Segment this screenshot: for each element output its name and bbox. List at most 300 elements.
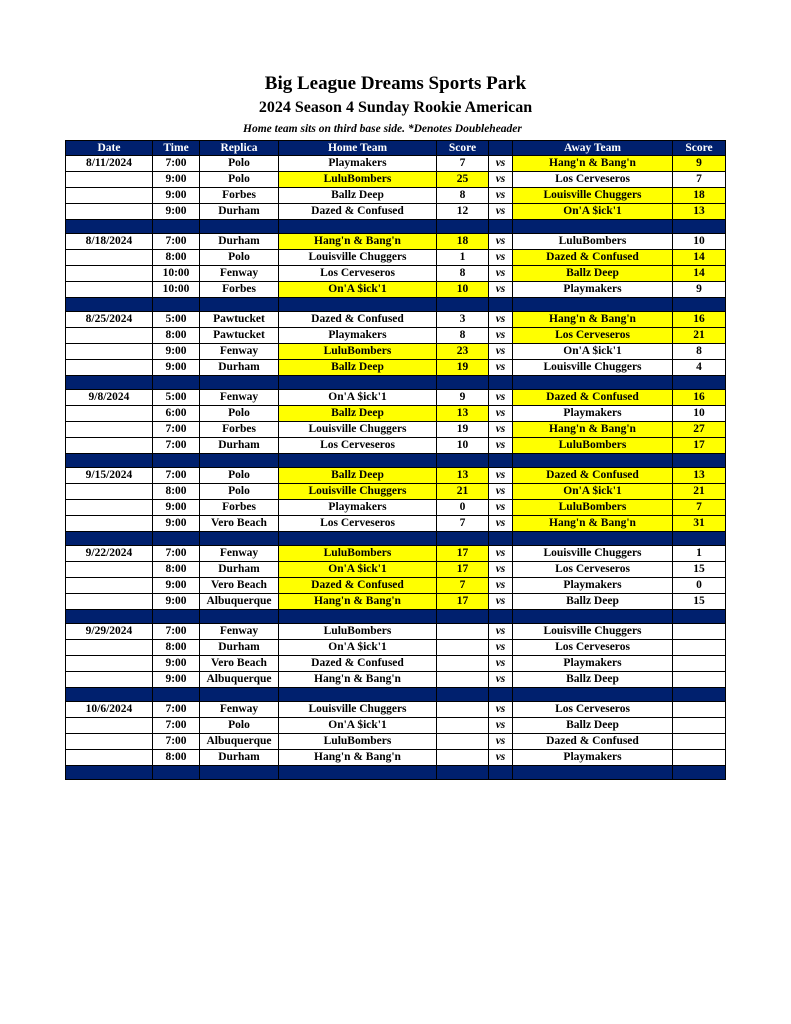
separator-cell [153, 454, 200, 468]
away-score: 7 [673, 172, 726, 188]
separator-cell [673, 766, 726, 780]
separator-cell [200, 220, 279, 234]
away-score: 15 [673, 594, 726, 610]
separator-cell [513, 376, 673, 390]
week-separator [66, 376, 726, 390]
away-team: Los Cerveseros [513, 640, 673, 656]
home-team: Louisville Chuggers [279, 422, 437, 438]
game-field: Durham [200, 438, 279, 454]
game-row [66, 468, 726, 484]
game-row [66, 750, 726, 766]
separator-cell [153, 766, 200, 780]
game-date: 8/18/2024 [66, 234, 153, 250]
separator-cell [489, 454, 513, 468]
vs-label: vs [489, 282, 513, 298]
home-score: 7 [437, 156, 489, 172]
game-field: Forbes [200, 282, 279, 298]
game-date [66, 750, 153, 766]
separator-cell [513, 610, 673, 624]
game-time: 7:00 [153, 156, 200, 172]
table-header-row [66, 141, 726, 156]
home-score: 7 [437, 578, 489, 594]
away-team: Dazed & Confused [513, 734, 673, 750]
away-score: 9 [673, 156, 726, 172]
away-team: Dazed & Confused [513, 390, 673, 406]
away-team: Louisville Chuggers [513, 546, 673, 562]
week-separator [66, 220, 726, 234]
game-time: 9:00 [153, 360, 200, 376]
game-row [66, 656, 726, 672]
away-team: On'A $ick'1 [513, 204, 673, 220]
home-score: 12 [437, 204, 489, 220]
game-row [66, 234, 726, 250]
home-score: 21 [437, 484, 489, 500]
game-date: 10/6/2024 [66, 702, 153, 718]
home-team: Dazed & Confused [279, 578, 437, 594]
game-row [66, 702, 726, 718]
separator-cell [153, 688, 200, 702]
home-team: On'A $ick'1 [279, 390, 437, 406]
col-header-home-team: Home Team [279, 141, 437, 156]
vs-label: vs [489, 204, 513, 220]
home-team: Hang'n & Bang'n [279, 594, 437, 610]
game-date [66, 406, 153, 422]
separator-cell [153, 532, 200, 546]
home-score [437, 750, 489, 766]
away-score [673, 640, 726, 656]
game-row [66, 640, 726, 656]
game-time: 7:00 [153, 438, 200, 454]
game-date [66, 594, 153, 610]
game-field: Polo [200, 250, 279, 266]
home-score: 13 [437, 406, 489, 422]
game-time: 7:00 [153, 234, 200, 250]
game-row [66, 266, 726, 282]
separator-cell [513, 532, 673, 546]
separator-cell [279, 688, 437, 702]
away-score: 13 [673, 204, 726, 220]
game-field: Fenway [200, 344, 279, 360]
away-team: Ballz Deep [513, 718, 673, 734]
home-team: Dazed & Confused [279, 312, 437, 328]
separator-cell [673, 532, 726, 546]
away-team: Playmakers [513, 282, 673, 298]
game-row [66, 672, 726, 688]
game-row [66, 594, 726, 610]
game-time: 7:00 [153, 734, 200, 750]
separator-cell [200, 610, 279, 624]
separator-cell [513, 220, 673, 234]
game-time: 5:00 [153, 390, 200, 406]
away-team: Louisville Chuggers [513, 188, 673, 204]
game-field: Albuquerque [200, 672, 279, 688]
week-separator [66, 610, 726, 624]
game-date [66, 484, 153, 500]
week-separator [66, 532, 726, 546]
away-score: 27 [673, 422, 726, 438]
game-date: 8/11/2024 [66, 156, 153, 172]
home-score [437, 702, 489, 718]
separator-cell [489, 532, 513, 546]
home-score [437, 624, 489, 640]
vs-label: vs [489, 422, 513, 438]
separator-cell [673, 376, 726, 390]
separator-cell [673, 454, 726, 468]
game-row [66, 484, 726, 500]
separator-cell [673, 298, 726, 312]
away-team: Hang'n & Bang'n [513, 156, 673, 172]
away-score: 8 [673, 344, 726, 360]
game-time: 9:00 [153, 656, 200, 672]
vs-label: vs [489, 266, 513, 282]
separator-cell [489, 610, 513, 624]
home-score [437, 640, 489, 656]
separator-cell [66, 220, 153, 234]
away-score: 10 [673, 406, 726, 422]
away-score: 0 [673, 578, 726, 594]
separator-cell [437, 532, 489, 546]
separator-cell [489, 298, 513, 312]
game-time: 10:00 [153, 266, 200, 282]
vs-label: vs [489, 390, 513, 406]
game-row [66, 406, 726, 422]
away-score: 7 [673, 500, 726, 516]
game-row [66, 156, 726, 172]
separator-cell [153, 298, 200, 312]
separator-cell [673, 610, 726, 624]
game-time: 8:00 [153, 328, 200, 344]
separator-cell [66, 766, 153, 780]
game-date [66, 282, 153, 298]
week-separator [66, 688, 726, 702]
game-date [66, 640, 153, 656]
away-score: 9 [673, 282, 726, 298]
away-team: LuluBombers [513, 234, 673, 250]
separator-cell [489, 376, 513, 390]
game-field: Fenway [200, 266, 279, 282]
week-separator [66, 454, 726, 468]
separator-cell [437, 766, 489, 780]
home-score: 19 [437, 360, 489, 376]
game-date: 8/25/2024 [66, 312, 153, 328]
game-time: 9:00 [153, 188, 200, 204]
away-score: 21 [673, 484, 726, 500]
away-team: Dazed & Confused [513, 468, 673, 484]
week-separator [66, 766, 726, 780]
home-score: 10 [437, 282, 489, 298]
home-score [437, 718, 489, 734]
separator-cell [279, 298, 437, 312]
col-header-away-team: Away Team [513, 141, 673, 156]
away-score: 15 [673, 562, 726, 578]
away-team: Playmakers [513, 578, 673, 594]
away-team: Hang'n & Bang'n [513, 312, 673, 328]
home-team: Hang'n & Bang'n [279, 234, 437, 250]
separator-cell [489, 220, 513, 234]
vs-label: vs [489, 172, 513, 188]
vs-label: vs [489, 468, 513, 484]
away-team: Louisville Chuggers [513, 360, 673, 376]
separator-cell [437, 454, 489, 468]
game-date [66, 672, 153, 688]
game-row [66, 516, 726, 532]
game-row [66, 438, 726, 454]
away-score: 10 [673, 234, 726, 250]
game-time: 5:00 [153, 312, 200, 328]
home-team: Ballz Deep [279, 406, 437, 422]
vs-label: vs [489, 640, 513, 656]
away-score: 16 [673, 390, 726, 406]
away-score [673, 624, 726, 640]
game-row [66, 562, 726, 578]
vs-label: vs [489, 234, 513, 250]
home-team: Ballz Deep [279, 360, 437, 376]
game-row [66, 422, 726, 438]
game-field: Vero Beach [200, 656, 279, 672]
away-score: 17 [673, 438, 726, 454]
separator-cell [153, 610, 200, 624]
home-score: 23 [437, 344, 489, 360]
home-team: On'A $ick'1 [279, 718, 437, 734]
away-team: On'A $ick'1 [513, 484, 673, 500]
game-field: Durham [200, 562, 279, 578]
vs-label: vs [489, 344, 513, 360]
away-team: LuluBombers [513, 500, 673, 516]
game-date [66, 360, 153, 376]
game-time: 9:00 [153, 500, 200, 516]
away-score: 14 [673, 266, 726, 282]
page-subtitle: 2024 Season 4 Sunday Rookie American [258, 99, 533, 116]
game-date [66, 734, 153, 750]
game-time: 9:00 [153, 594, 200, 610]
col-header-date: Date [66, 141, 153, 156]
home-team: Louisville Chuggers [279, 702, 437, 718]
game-date [66, 562, 153, 578]
away-score: 21 [673, 328, 726, 344]
game-time: 9:00 [153, 204, 200, 220]
home-team: Louisville Chuggers [279, 250, 437, 266]
game-field: Fenway [200, 390, 279, 406]
home-team: LuluBombers [279, 546, 437, 562]
separator-cell [437, 688, 489, 702]
vs-label: vs [489, 562, 513, 578]
vs-label: vs [489, 312, 513, 328]
game-row [66, 344, 726, 360]
home-score: 19 [437, 422, 489, 438]
game-time: 7:00 [153, 718, 200, 734]
game-date [66, 328, 153, 344]
separator-cell [66, 688, 153, 702]
home-score: 18 [437, 234, 489, 250]
separator-cell [513, 454, 673, 468]
vs-label: vs [489, 188, 513, 204]
away-team: Playmakers [513, 750, 673, 766]
home-score: 25 [437, 172, 489, 188]
col-header-replica: Replica [200, 141, 279, 156]
separator-cell [437, 298, 489, 312]
home-team: LuluBombers [279, 734, 437, 750]
away-score [673, 750, 726, 766]
away-team: Los Cerveseros [513, 328, 673, 344]
game-field: Durham [200, 750, 279, 766]
game-row [66, 328, 726, 344]
game-time: 9:00 [153, 344, 200, 360]
game-time: 7:00 [153, 422, 200, 438]
separator-cell [200, 532, 279, 546]
home-team: On'A $ick'1 [279, 282, 437, 298]
game-date [66, 172, 153, 188]
home-score: 17 [437, 546, 489, 562]
separator-cell [153, 376, 200, 390]
game-row [66, 188, 726, 204]
game-time: 9:00 [153, 578, 200, 594]
home-score: 13 [437, 468, 489, 484]
game-field: Forbes [200, 500, 279, 516]
game-date: 9/8/2024 [66, 390, 153, 406]
home-score: 8 [437, 266, 489, 282]
away-team: Playmakers [513, 406, 673, 422]
home-score: 17 [437, 594, 489, 610]
game-field: Albuquerque [200, 594, 279, 610]
week-separator [66, 298, 726, 312]
vs-label: vs [489, 516, 513, 532]
game-date: 9/22/2024 [66, 546, 153, 562]
home-score: 1 [437, 250, 489, 266]
separator-cell [66, 610, 153, 624]
vs-label: vs [489, 546, 513, 562]
game-field: Polo [200, 484, 279, 500]
game-field: Pawtucket [200, 312, 279, 328]
vs-label: vs [489, 360, 513, 376]
home-team: LuluBombers [279, 624, 437, 640]
home-score [437, 656, 489, 672]
home-team: On'A $ick'1 [279, 562, 437, 578]
game-row [66, 390, 726, 406]
game-date [66, 516, 153, 532]
away-score [673, 702, 726, 718]
home-score: 3 [437, 312, 489, 328]
game-time: 9:00 [153, 172, 200, 188]
away-team: Ballz Deep [513, 266, 673, 282]
home-score: 10 [437, 438, 489, 454]
game-date [66, 438, 153, 454]
away-team: LuluBombers [513, 438, 673, 454]
vs-label: vs [489, 734, 513, 750]
col-header-vs [489, 141, 513, 156]
home-team: Hang'n & Bang'n [279, 750, 437, 766]
game-field: Durham [200, 640, 279, 656]
game-row [66, 172, 726, 188]
game-date [66, 250, 153, 266]
away-score [673, 734, 726, 750]
game-time: 8:00 [153, 562, 200, 578]
game-row [66, 624, 726, 640]
separator-cell [673, 688, 726, 702]
away-team: Ballz Deep [513, 672, 673, 688]
separator-cell [513, 298, 673, 312]
game-field: Durham [200, 234, 279, 250]
game-time: 8:00 [153, 640, 200, 656]
game-row [66, 718, 726, 734]
game-row [66, 546, 726, 562]
away-team: Los Cerveseros [513, 562, 673, 578]
game-row [66, 734, 726, 750]
game-row [66, 360, 726, 376]
header-note: Home team sits on third base side. *Denotes Doubleheader [243, 123, 522, 135]
game-time: 8:00 [153, 250, 200, 266]
separator-cell [489, 688, 513, 702]
game-field: Durham [200, 204, 279, 220]
separator-cell [66, 298, 153, 312]
col-header-away-score: Score [673, 141, 726, 156]
home-score: 9 [437, 390, 489, 406]
home-team: Louisville Chuggers [279, 484, 437, 500]
separator-cell [513, 766, 673, 780]
away-score: 16 [673, 312, 726, 328]
home-score: 7 [437, 516, 489, 532]
game-field: Fenway [200, 546, 279, 562]
vs-label: vs [489, 578, 513, 594]
game-time: 9:00 [153, 672, 200, 688]
separator-cell [437, 220, 489, 234]
away-team: Los Cerveseros [513, 172, 673, 188]
vs-label: vs [489, 484, 513, 500]
game-row [66, 312, 726, 328]
away-score: 14 [673, 250, 726, 266]
away-score: 13 [673, 468, 726, 484]
game-field: Pawtucket [200, 328, 279, 344]
home-team: Dazed & Confused [279, 656, 437, 672]
away-score [673, 656, 726, 672]
home-score: 17 [437, 562, 489, 578]
away-team: Playmakers [513, 656, 673, 672]
vs-label: vs [489, 672, 513, 688]
game-field: Albuquerque [200, 734, 279, 750]
home-team: LuluBombers [279, 344, 437, 360]
game-time: 7:00 [153, 468, 200, 484]
home-score: 8 [437, 328, 489, 344]
separator-cell [66, 376, 153, 390]
game-date [66, 266, 153, 282]
away-score [673, 718, 726, 734]
home-score [437, 672, 489, 688]
col-header-time: Time [153, 141, 200, 156]
game-time: 8:00 [153, 750, 200, 766]
game-field: Polo [200, 156, 279, 172]
game-row [66, 282, 726, 298]
away-team: On'A $ick'1 [513, 344, 673, 360]
game-field: Polo [200, 718, 279, 734]
game-field: Fenway [200, 702, 279, 718]
game-field: Fenway [200, 624, 279, 640]
vs-label: vs [489, 702, 513, 718]
away-team: Ballz Deep [513, 594, 673, 610]
away-team: Hang'n & Bang'n [513, 516, 673, 532]
game-time: 7:00 [153, 624, 200, 640]
game-field: Polo [200, 406, 279, 422]
home-team: Los Cerveseros [279, 438, 437, 454]
home-score [437, 734, 489, 750]
col-header-home-score: Score [437, 141, 489, 156]
home-team: Dazed & Confused [279, 204, 437, 220]
vs-label: vs [489, 750, 513, 766]
home-team: Los Cerveseros [279, 266, 437, 282]
game-field: Forbes [200, 188, 279, 204]
game-field: Vero Beach [200, 516, 279, 532]
separator-cell [437, 610, 489, 624]
vs-label: vs [489, 328, 513, 344]
separator-cell [279, 766, 437, 780]
